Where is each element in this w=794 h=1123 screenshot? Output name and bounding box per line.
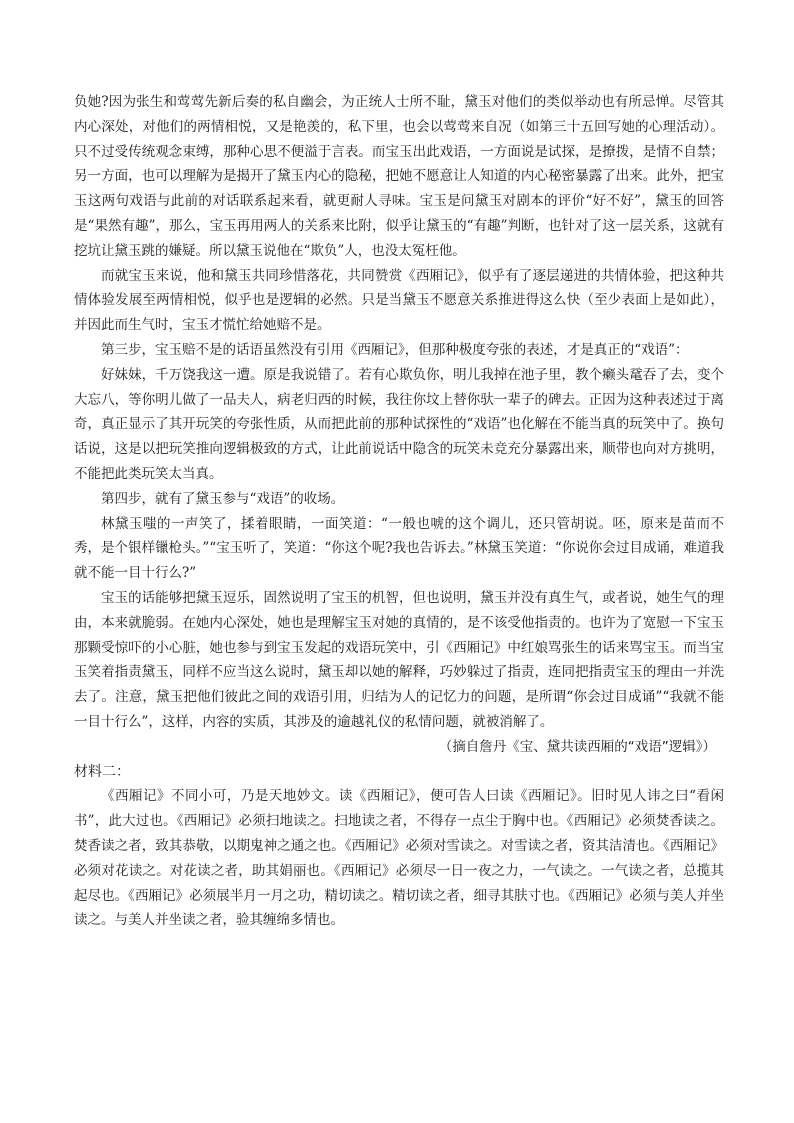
paragraph-5: 第四步，就有了黛玉参与“戏语”的收场。 bbox=[101, 490, 345, 507]
paragraph-7: 宝玉的话能够把黛玉逗乐，固然说明了宝玉的机智，但也说明，黛玉并没有真生气，或者说，她生气的理由，本来就脆弱。在她内心深处，她也是理解宝玉对她的真情的，是不该受他指责的。也许为了宽慰一下宝玉那颗受惊吓的小心脏，她也参与到宝玉发起的戏语玩笑中，引《西厢记》中红娘骂张生的话来骂宝玉。而当宝玉笑着指责黛玉，同样不应当这么说时，黛玉却以她的解释，巧妙躲过了指责，连同把指责宝玉的理由一并洗去了。注意，黛玉把他们彼此之间的戏语引用，归结为人的记忆力的问题，是所谓“你会过目成诵”“我就不能一目十行么”，这样，内容的实质，其涉及的逾越礼仪的私情问题，就被消解了。 bbox=[74, 589, 724, 730]
source-attribution: （摘自詹丹《宝、黛共读西厢的“戏语”逻辑》） bbox=[438, 738, 716, 755]
quoted-passage: 好妹妹，千万饶我这一遭。原是我说错了。若有心欺负你，明儿我掉在池子里，教个癞头鼋吞了去，变个大忘八，等你明儿做了一品夫人，病老归西的时候，我往你坟上替你驮一辈子的碑去。正因为这种表述过于离奇，真正显示了其开玩笑的夸张性质，从而把此前的那种试探性的“戏语”也化解在不能当真的玩笑中了。换句话说，这是以把玩笑推向逻辑极致的方式，让此前说话中隐含的玩笑未竞充分暴露出来，顺带也向对方挑明，不能把此类玩笑太当真。 bbox=[74, 366, 724, 482]
quoted-dialogue: 林黛玉嗤的一声笑了，揉着眼睛，一面笑道：“一般也唬的这个调儿，还只管胡说。呸，原来是苗而不秀，是个银样镴枪头。”“宝玉听了，笑道：“你这个呢?我也告诉去。”林黛玉笑道：“你说你会过目成诵，难道我就不能一目十行么?” bbox=[74, 515, 724, 582]
paragraph-3: 第三步，宝玉赔不是的话语虽然没有引用《西厢记》，但那种极度夸张的表述，才是真正的“戏语”： bbox=[101, 341, 689, 358]
paragraph-2: 而就宝玉来说，他和黛玉共同珍惜落花，共同赞赏《西厢记》，似乎有了逐层递进的共情体验，把这种共情体验发展至两情相悦，似乎也是逻辑的必然。只是当黛玉不愿意关系推进得这么快（至少表面上是如此），并因此而生气时，宝玉才慌忙给她赔不是。 bbox=[74, 267, 724, 334]
document-page bbox=[74, 90, 724, 933]
paragraph-1: 负她?因为张生和莺莺先新后奏的私自幽会，为正统人士所不耻，黛玉对他们的类似举动也有所忌惮。尽管其内心深处，对他们的两情相悦，又是艳羡的，私下里，也会以莺莺来自况（如第三十五回写她的心理活动）。只不过受传统观念束缚，那种心思不便溢于言表。而宝玉出此戏语，一方面说是试探，是撩拨，是情不自禁；另一方面，也可以理解为是揭开了黛玉内心的隐秘，把她不愿意让人知道的内心秘密暴露了出来。此外，把宝玉这两句戏语与此前的对话联系起来看，就更耐人寻味。宝玉是问黛玉对剧本的评价“好不好”，黛玉的回答是“果然有趣”，那么，宝玉再用两人的关系来比附，似乎让黛玉的“有趣”判断，也针对了这一层关系，这就有挖坑让黛玉跳的嫌疑。所以黛玉说他在“欺负”人，也没太冤枉他。 bbox=[74, 94, 724, 259]
section-paragraph: 《西厢记》不同小可，乃是天地妙文。读《西厢记》，便可告人曰读《西厢记》。旧时见人讳之曰“看闲书”，此大过也。《西厢记》必须扫地读之。扫地读之者，不得存一点尘于胸中也。《西厢记》必须焚香读之。焚香读之者，致其恭敬，以期鬼神之通之也。《西厢记》必须对雪读之。对雪读之者，资其洁清也。《西厢记》必须对花读之。对花读之者，助其娟丽也。《西厢记》必须尽一日一夜之力，一气读之。一气读之者，总揽其起尽也。《西厢记》必须展半月一月之功，精切读之。精切读之者，细寻其肤寸也。《西厢记》必须与美人并坐读之。与美人并坐读之者，验其缠绵多情也。 bbox=[74, 788, 724, 929]
section-heading: 材料二： bbox=[74, 763, 130, 780]
